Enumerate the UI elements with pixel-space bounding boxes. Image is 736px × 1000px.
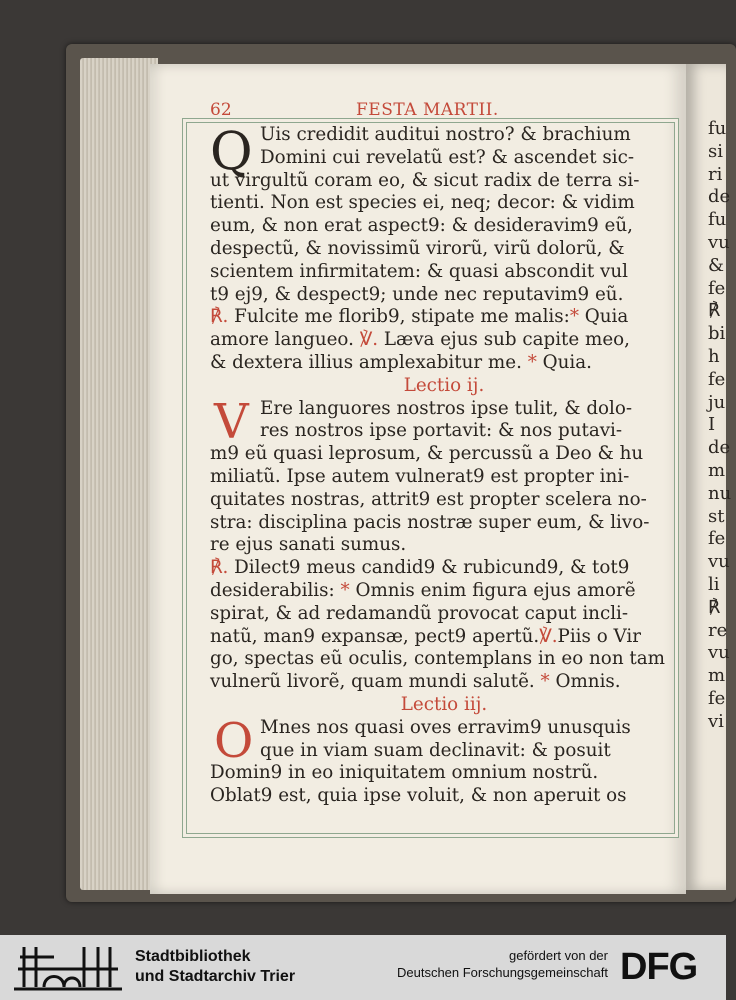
running-head: FESTA MARTII. — [356, 100, 499, 120]
text-line: stra: disciplina pacis nostræ super eum, & livo- — [210, 511, 650, 533]
text-line: m9 eũ quasi leprosum, & percussũ a Deo & hu — [210, 443, 644, 465]
text-line: Ere languores nostros ipse tulit, & dolo- — [260, 397, 633, 419]
lesson-ii — [210, 393, 678, 694]
page-edges — [80, 58, 158, 890]
text-line: Domini cui revelatũ est? & ascendet sic- — [260, 146, 635, 168]
text-line: Mnes nos quasi oves erravim9 unusquis — [260, 716, 631, 738]
text-line: quitates nostras, attrit9 est propter scelera no- — [210, 488, 647, 510]
text-line: eum, & non erat aspect9: & desideravim9 eũ, — [210, 215, 633, 237]
responsory-sign: ℟. — [210, 557, 229, 579]
asterisk: * — [569, 306, 579, 328]
page-number: 62 — [210, 100, 232, 120]
responsory-line: spirat, & ad redamandũ provocat caput incli- — [210, 602, 629, 624]
lesson-heading: Lectio ij. — [403, 374, 485, 396]
text-line: tienti. Non est species ei, neq; decor: & vidim — [210, 192, 635, 214]
responsory-line: & dextera illius amplexabitur me. * Quia. — [210, 351, 592, 373]
responsory-sign: ℟. — [210, 306, 229, 328]
responsory-line: amore langueo. ℣. Læva ejus sub capite meo, — [210, 329, 630, 351]
asterisk: * — [340, 579, 350, 601]
responsory-line: natũ, man9 expansæ, pect9 apertũ.℣.Piis o Vir — [210, 625, 642, 647]
lesson-heading: Lectio iij. — [400, 693, 488, 715]
text-line: ut virgultũ coram eo, & sicut radix de terra si- — [210, 169, 640, 191]
lesson-i — [210, 124, 678, 375]
text-line: re ejus sanati sumus. — [210, 534, 407, 556]
text-line: t9 ej9, & despect9; unde nec reputavim9 eũ. — [210, 283, 624, 305]
responsory-line: vulnerũ livorẽ, quam mundi salutẽ. * Omnis. — [210, 671, 621, 693]
drop-cap-q: Q — [210, 122, 253, 182]
funding-note: gefördert von der Deutschen Forschungsgemeinschaft — [396, 948, 608, 980]
text-line: scientem infirmitatem: & quasi abscondit vul — [210, 260, 628, 282]
responsory-line: ℟. Dilect9 meus candid9 & rubicund9, & tot9 — [210, 557, 630, 579]
drop-cap-o: O — [214, 712, 254, 769]
asterisk: * — [540, 671, 550, 693]
versicle-sign: ℣. — [359, 329, 379, 351]
versicle-sign: ℣. — [539, 625, 558, 647]
drop-cap-v: V — [214, 393, 249, 450]
text-line: Domin9 in eo iniquitatem omnium nostrũ. — [210, 762, 599, 784]
dfg-logo: DFG — [620, 946, 698, 988]
text-line: despectũ, & novissimũ virorũ, virũ dolorũ, & — [210, 237, 625, 259]
footer-bar — [0, 935, 726, 1000]
text-line: res nostros ipse portavit: & nos putavi- — [260, 420, 623, 442]
main-text — [210, 124, 678, 808]
text-line: Uis credidit auditui nostro? & brachium — [260, 124, 631, 145]
text-line: Oblat9 est, quia ipse voluit, & non aperuit os — [210, 785, 627, 807]
lesson-iii — [210, 712, 678, 808]
facing-page-text: fu si ri de fu vu & fe ℟ bi h fe ju I de m nu st fe vu li ℟ re vu m fe vi — [708, 118, 732, 732]
responsory-line: ℟. Fulcite me florib9, stipate me malis:* Quia — [210, 306, 629, 328]
asterisk: * — [527, 351, 537, 373]
library-logo-icon — [14, 943, 124, 993]
institution-name: Stadtbibliothek und Stadtarchiv Trier — [135, 948, 296, 985]
text-line: que in viam suam declinavit: & posuit — [260, 739, 611, 761]
responsory-line: go, spectas eũ oculis, contemplans in eo non tam — [210, 648, 665, 670]
text-line: miliatũ. Ipse autem vulnerat9 est propter ini- — [210, 465, 630, 487]
responsory-line: desiderabilis: * Omnis enim figura ejus amorẽ — [210, 579, 636, 601]
